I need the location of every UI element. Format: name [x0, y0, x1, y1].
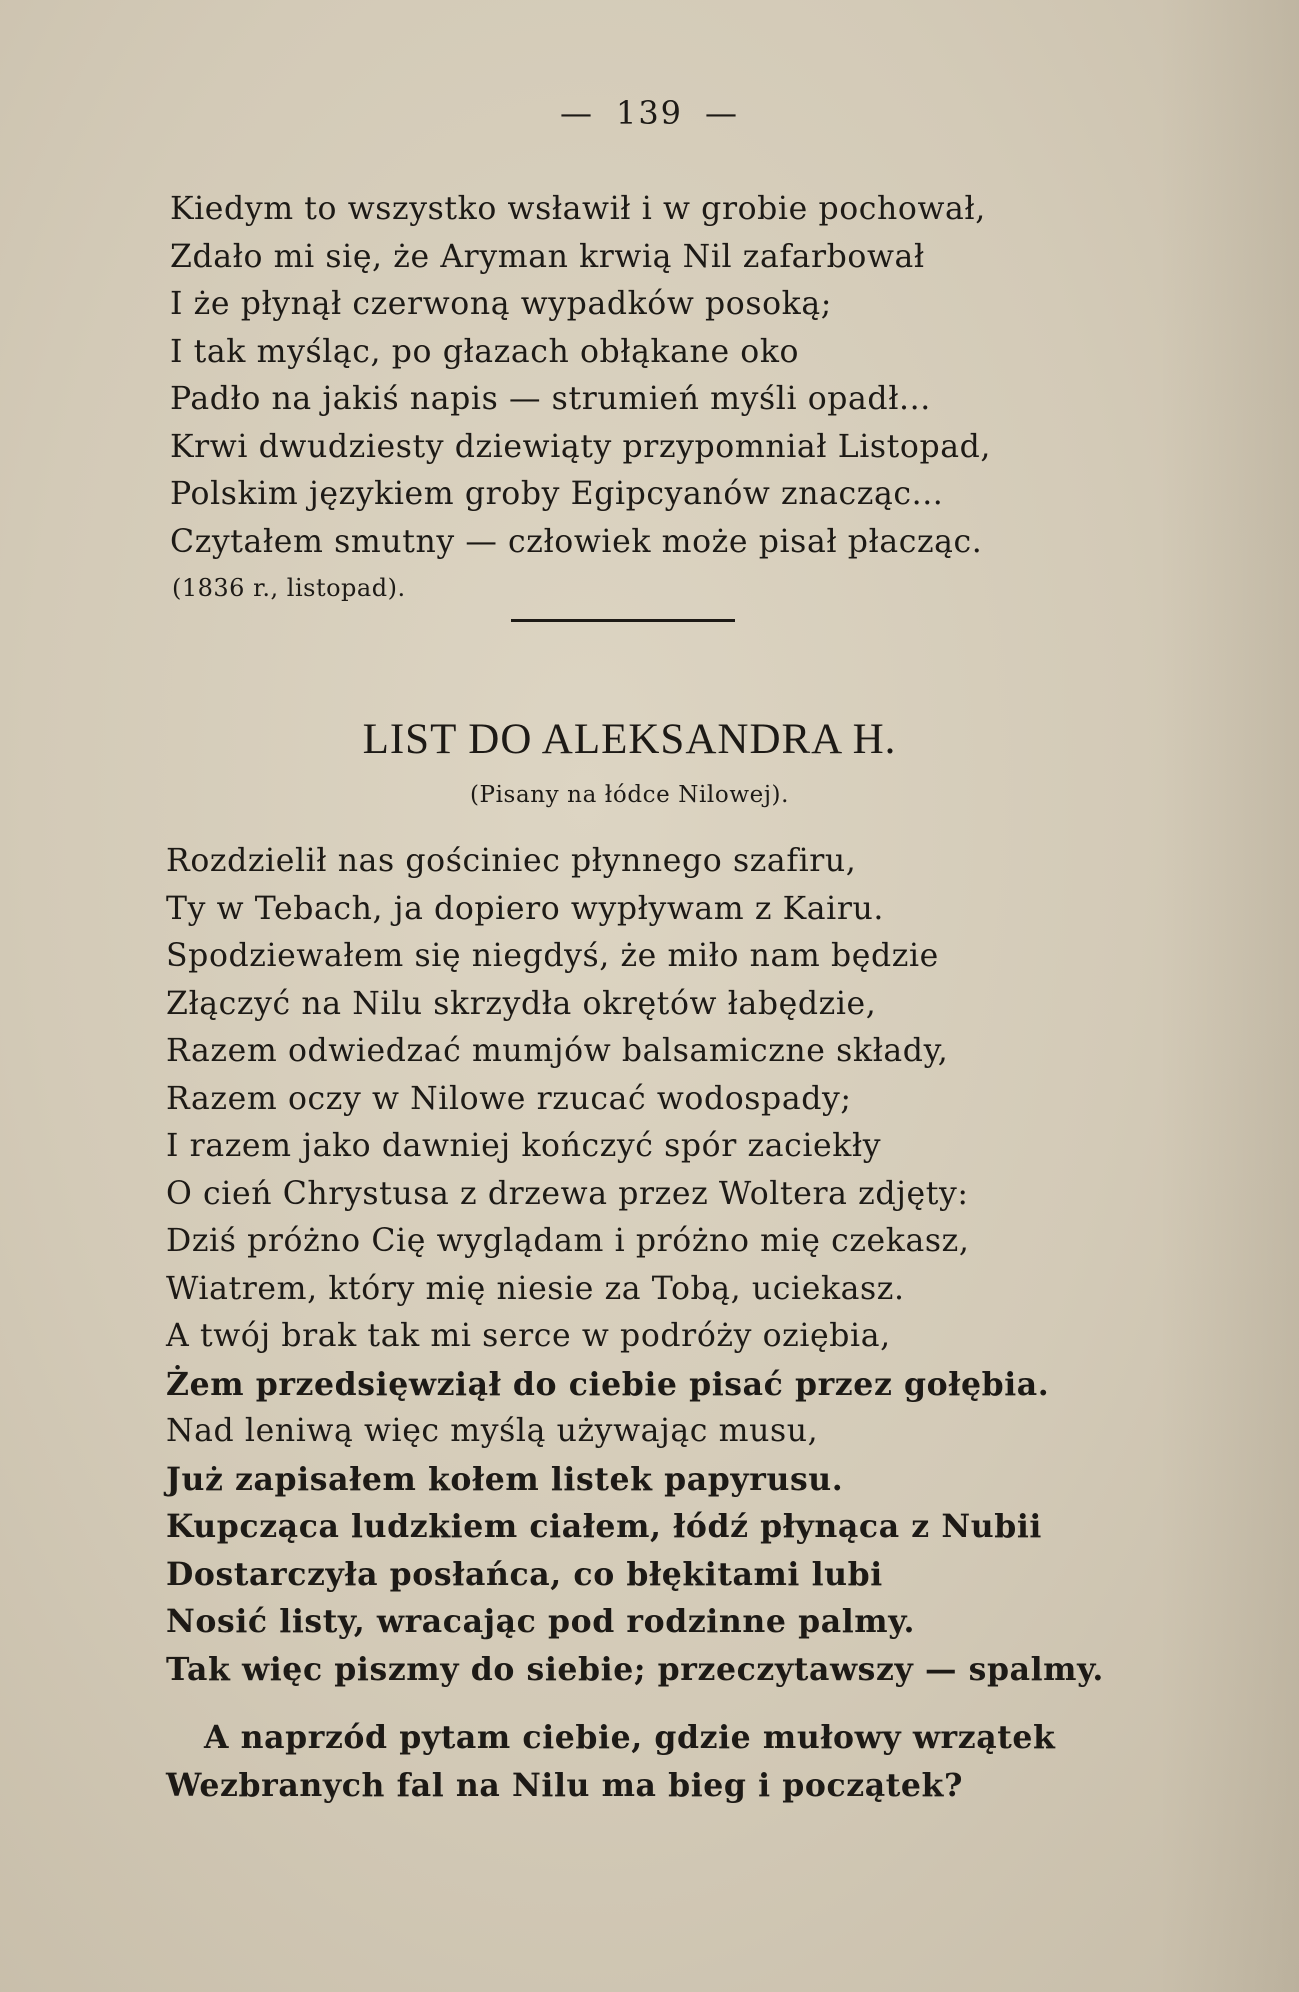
page-edge-shadow [1159, 0, 1299, 1992]
poem-line: Żem przedsięwziął do ciebie pisać przez gołębia. [166, 1365, 1050, 1403]
page-number: 139 [615, 94, 684, 132]
poem-line: Dziś próżno Cię wyglądam i próżno mię czekasz, [166, 1223, 970, 1259]
poem-line: Ty w Tebach, ja dopiero wypływam z Kairu. [166, 890, 885, 927]
poem-line: Razem oczy w Nilowe rzucać wodospady; [166, 1080, 852, 1117]
header-dash-right: — [705, 94, 740, 132]
section-subtitle: (Pisany na łódce Nilowej). [469, 782, 790, 808]
poem-line: Nosić listy, wracając pod rodzinne palmy. [166, 1603, 916, 1640]
poem-line: Już zapisałem kołem listek papyrusu. [166, 1460, 844, 1498]
header-dash-left: — [559, 94, 594, 132]
poem-line: Dostarczyła posłańca, co błękitami lubi [166, 1555, 883, 1593]
poem-line: Wezbranych fal na Nilu ma bieg i początek? [166, 1766, 964, 1804]
page-header [0, 94, 1299, 132]
poem-1 [170, 186, 1090, 566]
poem-line: I tak myśląc, po głazach obłąkane oko [170, 333, 800, 370]
poem-line: Rozdzielił nas gościniec płynnego szafiru, [166, 843, 857, 879]
poem-3 [166, 1714, 1106, 1809]
poem-line: Krwi dwudziesty dziewiąty przypomniał Listopad, [170, 428, 992, 465]
poem-line: A twój brak tak mi serce w podróży oziębia, [166, 1318, 891, 1354]
poem-line: Kupcząca ludzkiem ciałem, łódź płynąca z Nubii [166, 1508, 1042, 1545]
poem-line: Kiedym to wszystko wsławił i w grobie pochował, [170, 191, 986, 227]
poem-date: (1836 r., listopad). [172, 574, 406, 602]
poem-line: Nad leniwą więc myślą używając musu, [166, 1413, 819, 1449]
poem-line: Zdało mi się, że Aryman krwią Nil zafarbował [170, 238, 925, 275]
section-divider [511, 619, 735, 622]
poem-line: Złączyć na Nilu skrzydła okrętów łabędzie, [166, 985, 877, 1022]
poem-line: Polskim językiem groby Egipcyanów znacząc... [170, 476, 944, 512]
poem-line: Czytałem smutny — człowiek może pisał płacząc. [170, 523, 983, 560]
poem-line: Padło na jakiś napis — strumień myśli opadł... [170, 381, 931, 417]
poem-line: O cień Chrystusa z drzewa przez Woltera zdjęty: [166, 1175, 969, 1212]
poem-line: Spodziewałem się niegdyś, że miło nam będzie [166, 938, 939, 974]
poem-line: Razem odwiedzać mumjów balsamiczne składy, [166, 1033, 949, 1069]
section-title: LIST DO ALEKSANDRA H. [362, 716, 897, 763]
poem-2 [166, 838, 1104, 1693]
poem-line: A naprzód pytam ciebie, gdzie mułowy wrzątek [204, 1719, 1056, 1756]
poem-line: Wiatrem, który mię niesie za Tobą, uciekasz. [166, 1270, 905, 1307]
poem-line: I razem jako dawniej kończyć spór zaciekły [166, 1128, 882, 1164]
poem-line: I że płynął czerwoną wypadków posoką; [170, 286, 832, 322]
poem-line: Tak więc piszmy do siebie; przeczytawszy — spalmy. [166, 1650, 1104, 1688]
